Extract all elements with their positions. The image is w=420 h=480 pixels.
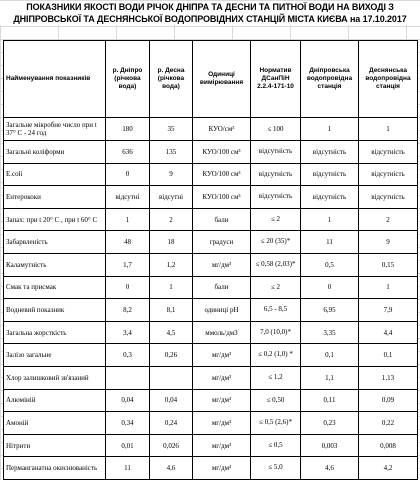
cell-indicator: Смак та присмак — [4, 276, 106, 299]
cell-norm: ≤ 100 — [251, 118, 301, 141]
table-row — [4, 299, 418, 322]
cell-dnipro: 0,34 — [106, 412, 150, 435]
cell-units: бали — [193, 276, 251, 299]
title-line-2 — [0, 13, 420, 25]
cell-desna-station: 0,008 — [359, 434, 418, 457]
cell-indicator: Ентерококи — [4, 186, 106, 209]
title-date: на 17.10.2017 — [349, 14, 407, 24]
cell-units: мг/дм³ — [193, 389, 251, 412]
cell-desna: 0,26 — [150, 344, 193, 367]
cell-units: мг/дм³ — [193, 412, 251, 435]
cell-desna-station: 9 — [359, 231, 418, 254]
cell-desna: 0,026 — [150, 434, 193, 457]
cell-norm: ≤ 5,0 — [251, 457, 301, 480]
table-header-row — [4, 41, 418, 118]
cell-norm: ≤ 2 — [251, 276, 301, 299]
cell-units: КУО/100 см³ — [193, 163, 251, 186]
table-row — [4, 254, 418, 277]
cell-dnipro-station: 0,5 — [301, 254, 359, 277]
table-row — [4, 208, 418, 231]
header-dnipro-station: Дніпровська водопровідна станція — [301, 41, 359, 118]
header-name: Найменування показників — [4, 41, 106, 118]
cell-desna-station: 0,22 — [359, 412, 418, 435]
table-row — [4, 434, 418, 457]
cell-indicator: Забарвленість — [4, 231, 106, 254]
cell-dnipro: 1 — [106, 208, 150, 231]
table-row — [4, 118, 418, 141]
cell-norm: 7,0 (10,0)* — [251, 321, 301, 344]
cell-desna: 9 — [150, 163, 193, 186]
cell-dnipro: 0,04 — [106, 389, 150, 412]
cell-desna — [150, 367, 193, 390]
cell-indicator: Залізо загальне — [4, 344, 106, 367]
cell-dnipro — [106, 367, 150, 390]
cell-dnipro: 636 — [106, 141, 150, 164]
cell-norm: відсутність — [251, 163, 301, 186]
cell-desna: 135 — [150, 141, 193, 164]
cell-dnipro-station: 1,1 — [301, 367, 359, 390]
cell-desna-station: 7,9 — [359, 299, 418, 322]
table-row — [4, 276, 418, 299]
cell-units: мг/дм³ — [193, 457, 251, 480]
cell-units: КУО/100 см³ — [193, 186, 251, 209]
cell-desna: відсутні — [150, 186, 193, 209]
cell-indicator: Загальне мікробне число при t 37° С - 24 год — [4, 118, 106, 141]
cell-dnipro-station: 6,95 — [301, 299, 359, 322]
cell-norm: відсутність — [251, 141, 301, 164]
cell-dnipro-station: 0,11 — [301, 389, 359, 412]
cell-indicator: Хлор залишковий зв'язаний — [4, 367, 106, 390]
cell-units: мг/дм³ — [193, 367, 251, 390]
cell-indicator: Загальна жорсткість — [4, 321, 106, 344]
cell-norm: ≤ 0,5 — [251, 434, 301, 457]
title-line-1: ПОКАЗНИКИ ЯКОСТІ ВОДИ РІЧОК ДНІПРА ТА ДЕСНИ ТА ПИТНОЇ ВОДИ НА ВИХОДІ З — [26, 2, 394, 12]
cell-dnipro-station: 1 — [301, 208, 359, 231]
water-quality-table — [3, 40, 418, 480]
cell-units: бали — [193, 208, 251, 231]
cell-desna: 4,5 — [150, 321, 193, 344]
cell-dnipro-station: 0,003 — [301, 434, 359, 457]
cell-dnipro-station: 0,1 — [301, 344, 359, 367]
cell-desna: 18 — [150, 231, 193, 254]
cell-dnipro: 3,4 — [106, 321, 150, 344]
header-units: Одиниці вимірювання — [193, 41, 251, 118]
cell-desna-station: 0,1 — [359, 344, 418, 367]
cell-units: КУО/см³ — [193, 118, 251, 141]
cell-desna: 8,1 — [150, 299, 193, 322]
header-dnipro: р. Дніпро (річкова вода) — [106, 41, 150, 118]
cell-desna-station: 4,4 — [359, 321, 418, 344]
cell-desna-station: 4,2 — [359, 457, 418, 480]
cell-dnipro: 0 — [106, 163, 150, 186]
title-line-2-text: ДНІПРОВСЬКОЇ ТА ДЕСНЯНСЬКОЇ ВОДОПРОВІДНИХ СТАНЦІЙ МІСТА КИЄВА — [13, 14, 348, 24]
cell-desna-station: 1,13 — [359, 367, 418, 390]
cell-desna-station: 2 — [359, 208, 418, 231]
cell-dnipro: 1,7 — [106, 254, 150, 277]
cell-desna: 1,2 — [150, 254, 193, 277]
cell-units: КУО/100 см³ — [193, 141, 251, 164]
cell-dnipro: 0,01 — [106, 434, 150, 457]
cell-indicator: Водневий показник — [4, 299, 106, 322]
cell-norm: ≤ 20 (35)* — [251, 231, 301, 254]
cell-desna-station: відсутність — [359, 141, 418, 164]
cell-dnipro-station: 3,35 — [301, 321, 359, 344]
cell-desna: 2 — [150, 208, 193, 231]
cell-desna-station: 0,09 — [359, 389, 418, 412]
cell-norm: ≤ 2 — [251, 208, 301, 231]
cell-dnipro: 180 — [106, 118, 150, 141]
cell-units: мг/дм³ — [193, 344, 251, 367]
cell-dnipro: 8,2 — [106, 299, 150, 322]
cell-indicator: Загальні коліформи — [4, 141, 106, 164]
cell-dnipro-station: відсутність — [301, 141, 359, 164]
cell-norm: ≤ 0,2 (1,0) * — [251, 344, 301, 367]
cell-norm: ≤ 0,58 (2,03)* — [251, 254, 301, 277]
table-row — [4, 141, 418, 164]
cell-desna-station: відсутність — [359, 186, 418, 209]
header-desna: р. Десна (річкова вода) — [150, 41, 193, 118]
cell-desna-station: 1 — [359, 276, 418, 299]
cell-norm: ≤ 1,2 — [251, 367, 301, 390]
cell-desna: 1 — [150, 276, 193, 299]
cell-units: мг/дм³ — [193, 254, 251, 277]
cell-norm: відсутність — [251, 186, 301, 209]
cell-dnipro: 11 — [106, 457, 150, 480]
cell-norm: 6,5 - 8,5 — [251, 299, 301, 322]
cell-dnipro-station: 0,23 — [301, 412, 359, 435]
table-row — [4, 344, 418, 367]
cell-indicator: Алюміній — [4, 389, 106, 412]
table-row — [4, 231, 418, 254]
cell-desna: 35 — [150, 118, 193, 141]
cell-units: мг/дм³ — [193, 434, 251, 457]
cell-units: ммоль/дм3 — [193, 321, 251, 344]
cell-desna: 0,24 — [150, 412, 193, 435]
cell-norm: ≤ 0,50 — [251, 389, 301, 412]
cell-dnipro: 0,3 — [106, 344, 150, 367]
cell-dnipro-station: 0 — [301, 276, 359, 299]
cell-indicator: Запах: при t 20° С , при t 60° С — [4, 208, 106, 231]
header-norm: Норматив ДСанПіН 2.2.4-171-10 — [251, 41, 301, 118]
table-row — [4, 389, 418, 412]
cell-indicator: Перманганатна окиснюваність — [4, 457, 106, 480]
cell-dnipro-station: відсутність — [301, 163, 359, 186]
cell-dnipro-station: 11 — [301, 231, 359, 254]
cell-units: градуси — [193, 231, 251, 254]
cell-dnipro-station: відсутність — [301, 186, 359, 209]
document-title — [0, 1, 420, 25]
cell-units: одиниці рН — [193, 299, 251, 322]
cell-indicator: Нітрити — [4, 434, 106, 457]
cell-dnipro: 0 — [106, 276, 150, 299]
table-row — [4, 412, 418, 435]
cell-indicator: E.coli — [4, 163, 106, 186]
table-row — [4, 186, 418, 209]
cell-dnipro: 48 — [106, 231, 150, 254]
cell-desna: 4,6 — [150, 457, 193, 480]
cell-norm: ≤ 0,5 (2,6)* — [251, 412, 301, 435]
table-row — [4, 163, 418, 186]
cell-dnipro-station: 4,6 — [301, 457, 359, 480]
table-row — [4, 367, 418, 390]
header-desna-station: Деснянська водопровідна станція — [359, 41, 418, 118]
cell-desna-station: 0,15 — [359, 254, 418, 277]
cell-desna-station: відсутність — [359, 163, 418, 186]
cell-indicator: Амоній — [4, 412, 106, 435]
cell-desna-station: 1 — [359, 118, 418, 141]
cell-desna: 0,04 — [150, 389, 193, 412]
table-row — [4, 457, 418, 480]
table-row — [4, 321, 418, 344]
cell-dnipro: відсутні — [106, 186, 150, 209]
cell-indicator: Каламутність — [4, 254, 106, 277]
cell-dnipro-station: 1 — [301, 118, 359, 141]
